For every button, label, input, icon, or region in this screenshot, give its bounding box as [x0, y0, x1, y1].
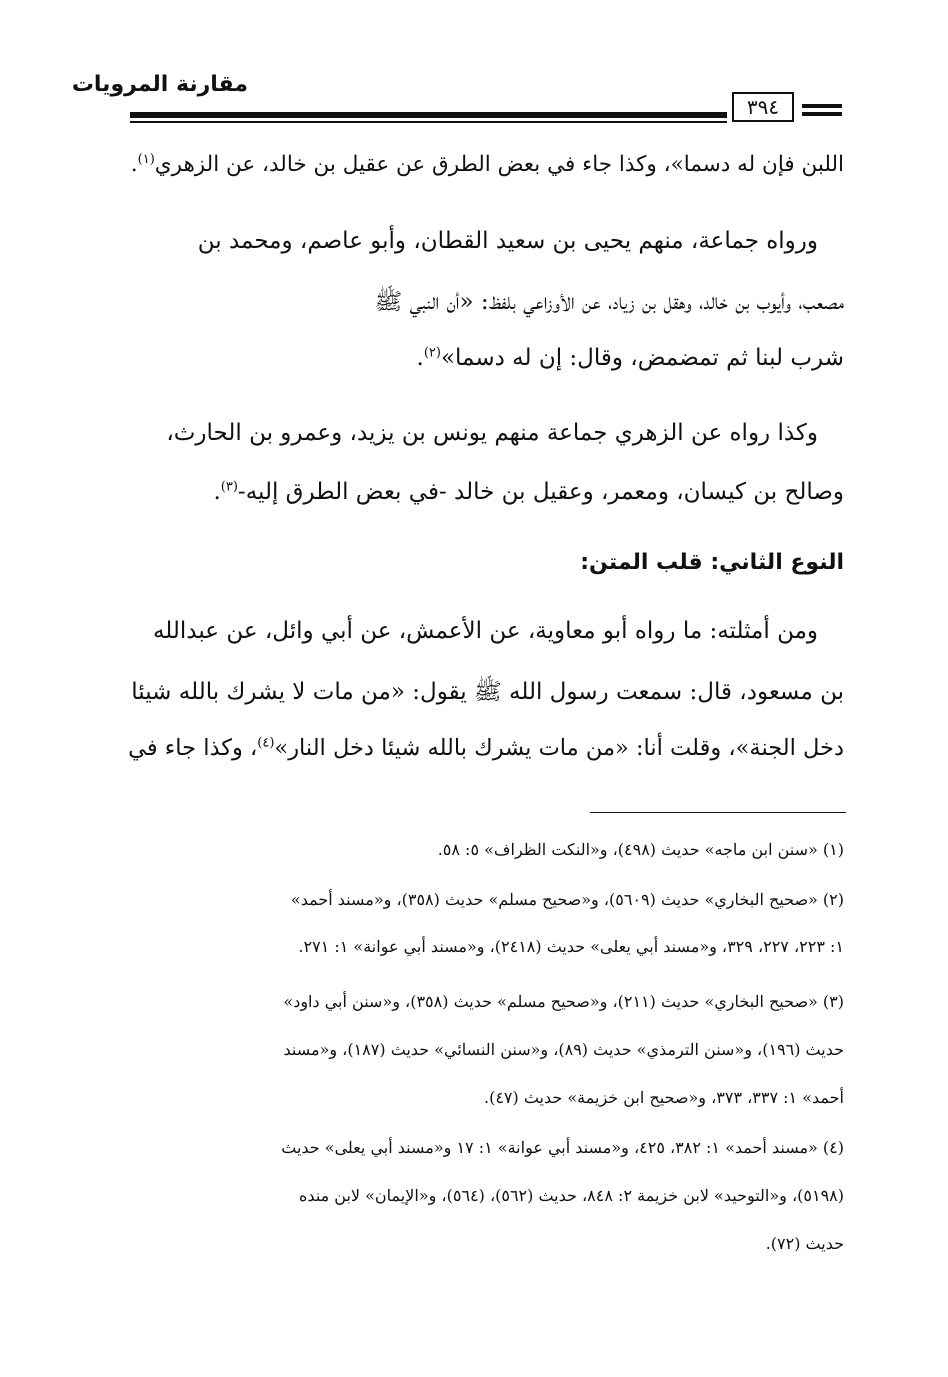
- body-line: [153, 618, 818, 644]
- footnote-line: (٥١٩٨)، و«التوحيد» لابن خزيمة ٢: ٨٤٨، حديث (٥٦٢)، (٥٦٤)، و«الإيمان» لابن منده: [299, 1186, 844, 1205]
- body-line: [131, 677, 844, 711]
- header-rule-short-top: [802, 104, 842, 108]
- body-line-text: وصالح بن كيسان، ومعمر، وعقيل بن خالد -في بعض الطرق إليه-: [237, 479, 844, 505]
- body-line: [128, 735, 844, 761]
- body-line-end: ، وكذا جاء في: [128, 735, 258, 761]
- footnote-line: ١: ٢٢٣، ٢٢٧، ٣٢٩، و«مسند أبي يعلى» حديث (٢٤١٨)، و«مسند أبي عوانة» ١: ٢٧١.: [298, 937, 844, 956]
- footnote-separator: [590, 812, 846, 813]
- footnote-marker: (١): [137, 151, 155, 167]
- body-line: [213, 479, 844, 505]
- body-line-text: دخل الجنة»، وقلت أنا: «من مات يشرك بالله شيئا دخل النار»: [274, 735, 844, 761]
- footnote-marker: (٤): [257, 735, 275, 751]
- header-rule-thin: [130, 121, 727, 123]
- header-rule-thick: [130, 112, 727, 118]
- running-title: مقارنة المرويات: [71, 72, 248, 97]
- page-number: ٣٩٤: [732, 92, 794, 122]
- footnote-line: (٢) «صحيح البخاري» حديث (٥٦٠٩)، و«صحيح مسلم» حديث (٣٥٨)، و«مسند أحمد»: [290, 890, 844, 909]
- body-line-text: مصعب، وأيوب بن خالد، وهقل بن زياد، عن الأوزاعي بلفظ: «أن النبي ﷺ: [374, 289, 844, 315]
- body-line: [375, 287, 844, 321]
- body-line-text: اللبن فإن له دسما»، وكذا جاء في بعض الطرق عن عقيل بن خالد، عن الزهري: [154, 152, 844, 177]
- body-line: [131, 152, 844, 177]
- body-line-end: .: [130, 152, 138, 177]
- body-line-text: بن مسعود، قال: سمعت رسول الله ﷺ يقول: «من مات لا يشرك بالله شيئا: [131, 679, 844, 705]
- header-rule-short-bottom: [802, 112, 842, 116]
- footnote-line: (٣) «صحيح البخاري» حديث (٢١١)، و«صحيح مسلم» حديث (٣٥٨)، و«سنن أبي داود»: [283, 992, 844, 1011]
- body-line-end: .: [416, 345, 424, 371]
- body-line-text: شرب لبنا ثم تمضمض، وقال: إن له دسما»: [440, 345, 844, 371]
- body-line: [166, 420, 818, 446]
- footnote-marker: (٣): [220, 479, 238, 495]
- body-line-end: .: [213, 479, 221, 505]
- footnote-line: حديث (٧٢).: [765, 1234, 844, 1253]
- body-line-text: ومن أمثلته: ما رواه أبو معاوية، عن الأعمش، عن أبي وائل، عن عبدالله: [152, 618, 818, 644]
- footnote-line: أحمد» ١: ٣٣٧، ٣٧٣، و«صحيح ابن خزيمة» حديث (٤٧).: [483, 1088, 844, 1107]
- body-line: [417, 345, 844, 371]
- footnote-line: حديث (١٩٦)، و«سنن الترمذي» حديث (٨٩)، و«سنن النسائي» حديث (١٨٧)، و«مسند: [283, 1040, 844, 1059]
- body-line: [198, 228, 818, 254]
- section-heading: النوع الثاني: قلب المتن:: [580, 550, 844, 575]
- footnote-line: (٤) «مسند أحمد» ١: ٣٨٢، ٤٢٥، و«مسند أبي عوانة» ١: ١٧ و«مسند أبي يعلى» حديث: [281, 1138, 844, 1157]
- footnote-line: (١) «سنن ابن ماجه» حديث (٤٩٨)، و«النكت الظراف» ٥: ٥٨.: [437, 840, 844, 859]
- body-line-text: ورواه جماعة، منهم يحيى بن سعيد القطان، وأبو عاصم، ومحمد بن: [197, 228, 818, 254]
- footnote-marker: (٢): [423, 345, 441, 361]
- body-line-text: وكذا رواه عن الزهري جماعة منهم يونس بن يزيد، وعمرو بن الحارث،: [166, 420, 818, 446]
